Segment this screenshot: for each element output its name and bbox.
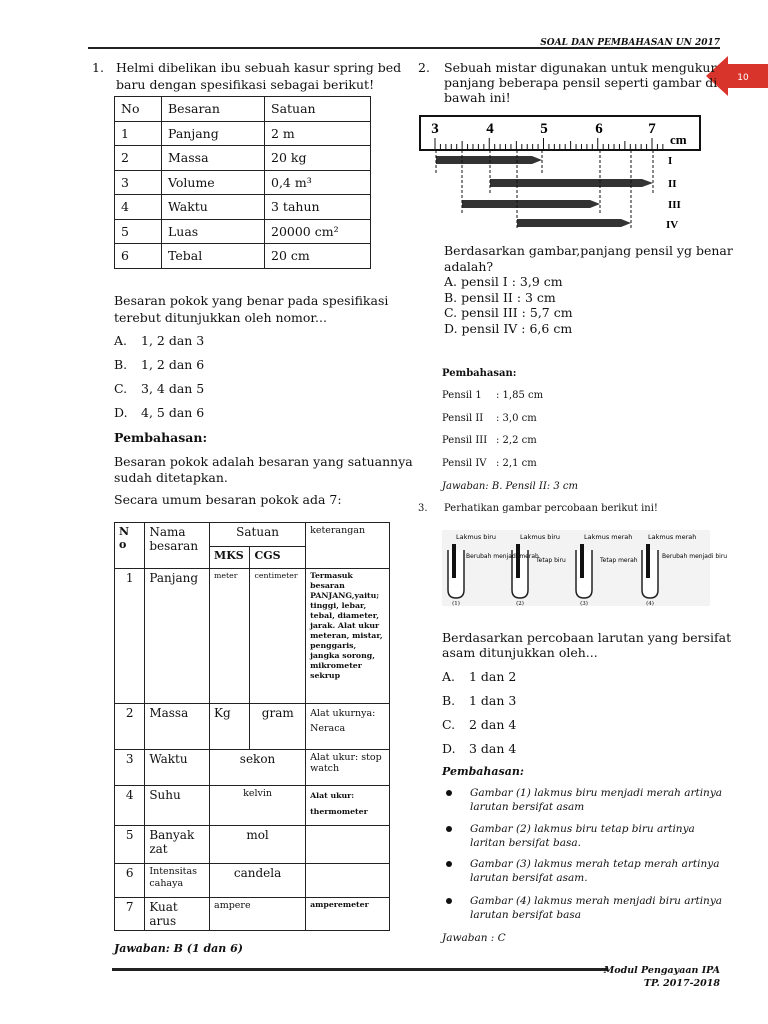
q1-expl-line1: Besaran pokok adalah besaran yang satuannya [114,454,413,469]
ruler-tick-label: 4 [486,121,494,137]
table-cell: Panjang [145,569,210,704]
table-cell: Waktu [145,750,210,786]
q3-bullet-line2: larutan bersifat basa [470,909,582,921]
table-row [115,195,371,220]
table-cell: 20000 cm² [265,219,371,244]
table-cell: 2 [115,704,145,750]
q1-prompt-line2: terebut ditunjukkan oleh nomor... [114,310,327,325]
table-row [115,898,390,931]
table-header-cell: Besaran [162,97,265,122]
q1-expl-line3: Secara umum besaran pokok ada 7: [114,492,342,507]
table-cell: Volume [162,170,265,195]
ruler-tick-label: 6 [595,121,603,137]
q2-answer-value: : 2,1 cm [496,458,537,469]
footer-text [604,964,720,990]
q3-option-text: 2 dan 4 [469,717,517,732]
table-row [115,170,371,195]
base-quantities-table [114,522,390,931]
table-row [115,864,390,898]
table-cell: Suhu [145,786,210,826]
footer-rule [112,968,608,971]
q2-prompt-line1: Berdasarkan gambar,panjang pensil yg benar [444,243,733,258]
figure-label: Lakmus biru [456,533,496,541]
table-cell: Tebal [162,244,265,269]
q3-option-text: 1 dan 3 [469,693,517,708]
q3-text: Perhatikan gambar percobaan berikut ini! [444,503,658,514]
table-header-cell: Satuan [210,523,306,547]
figure-num: (2) [516,601,524,607]
pencil-label: I [668,155,673,167]
table-cell: Panjang [162,121,265,146]
q2-answer-value: : 3,0 cm [496,413,537,424]
q3-answer: Jawaban : C [442,932,506,944]
table-cell: candela [210,864,306,898]
q2-pembahasan-label: Pembahasan: [442,368,517,379]
ruler-tick-label: 5 [540,121,548,137]
bullet-icon [446,826,452,832]
table-cell: Alat ukur: thermometer [306,786,390,826]
table-cell: Alat ukur: stop watch [306,750,390,786]
header-title: SOAL DAN PEMBAHASAN UN 2017 [540,38,720,48]
table-cell: kelvin [210,786,306,826]
q3-bullet-line2: larutan bersifat asam [470,801,585,813]
test-tube-4 [642,544,658,598]
q1-option-text: 1, 2 dan 6 [141,357,205,372]
table-cell: 2 [115,146,162,171]
q1-number: 1. [92,60,104,75]
q3-prompt-line2: asam ditunjukkan oleh... [442,645,598,660]
table-cell: 3 tahun [265,195,371,220]
ruler-tick-label: 3 [431,121,439,137]
q3-bullet-line1: Gambar (3) lakmus merah tetap merah artinya [470,858,720,870]
table-cell: 1 [115,121,162,146]
figure-note: Tetap biru [536,557,566,564]
q2-answer: Jawaban: B. Pensil II: 3 cm [442,481,578,492]
table-cell: 2 m [265,121,371,146]
table-cell: 4 [115,786,145,826]
table-header-cell: CGS [250,547,306,569]
table-cell: Massa [145,704,210,750]
table-cell: Kg [210,704,250,750]
pencil-label: IV [666,219,679,231]
table-row [115,704,390,750]
q3-number: 3. [418,503,428,514]
page-number: 10 [737,73,749,83]
table-row [115,786,390,826]
table-row [115,244,371,269]
q1-option-letter: B. [114,357,128,372]
table-cell: meter [210,569,250,704]
pencil-label: III [668,199,681,211]
table-cell: Alat ukurnya: Neraca [306,704,390,750]
q3-option-letter: D. [442,741,456,756]
q3-bullet-line1: Gambar (2) lakmus biru tetap biru artinya [470,823,695,835]
q3-bullet-line1: Gambar (1) lakmus biru menjadi merah artinya [470,787,723,799]
ruler-unit: cm [670,132,687,147]
table-cell: centimeter [250,569,306,704]
q1-answer: Jawaban: B (1 dan 6) [114,942,243,955]
q2-answer-name: Pensil III [442,435,488,446]
table-cell: Kuat arus [145,898,210,931]
table-cell: Intensitas cahaya [145,864,210,898]
q2-prompt-line2: adalah? [444,259,494,274]
q3-pembahasan-label: Pembahasan: [442,765,524,778]
table-cell: Massa [162,146,265,171]
figure-label: Lakmus merah [648,533,697,541]
q2-answer-value: : 2,2 cm [496,435,537,446]
table-cell [306,864,390,898]
q2-text-line3: bawah ini! [444,90,511,105]
q2-option: A. pensil I : 3,9 cm [444,274,563,289]
figure-label: Lakmus biru [520,533,560,541]
q2-answer-name: Pensil IV [442,458,487,469]
pencil-i [436,150,542,174]
q3-bullet-line1: Gambar (4) lakmus merah menjadi biru artinya [470,895,723,907]
q3-option-letter: A. [442,669,456,684]
table-cell: 1 [115,569,145,704]
table-cell: 6 [115,864,145,898]
bullet-icon [446,861,452,867]
q1-text-line2: baru dengan spesifikasi sebagai berikut! [116,77,375,92]
q2-answer-name: Pensil 1 [442,390,482,401]
table-row [115,569,390,704]
table-row [115,826,390,864]
table-cell: sekon [210,750,306,786]
q1-option-text: 1, 2 dan 3 [141,333,205,348]
q2-answer-value: : 1,85 cm [496,390,544,401]
table-cell: Termasuk besaran PANJANG,yaitu; tinggi, lebar, tebal, diameter, jarak. Alat ukur meteran, mistar, penggaris, jangka sorong, mikrometer sekrup [306,569,390,704]
table-cell [306,826,390,864]
table-cell: 5 [115,826,145,864]
q1-expl-line2: sudah ditetapkan. [114,470,228,485]
q3-option-letter: C. [442,717,456,732]
footer-line1: Modul Pengayaan IPA [603,965,720,976]
q2-number: 2. [418,60,430,75]
table-row [115,750,390,786]
bullet-icon [446,790,452,796]
q2-option: B. pensil II : 3 cm [444,290,556,305]
q3-option-letter: B. [442,693,456,708]
q3-option-text: 3 dan 4 [469,741,517,756]
q1-spec-table [114,96,371,269]
q1-option-letter: C. [114,381,128,396]
table-cell: ampere [210,898,306,931]
table-cell: 6 [115,244,162,269]
bullet-icon [446,898,452,904]
table-cell: Banyak zat [145,826,210,864]
table-row [115,121,371,146]
q1-option-letter: D. [114,405,128,420]
q2-text-line1: Sebuah mistar digunakan untuk mengukur [444,60,717,75]
table-row [115,219,371,244]
table-cell: 3 [115,170,162,195]
figure-note: Berubah menjadi merah [466,553,539,560]
table-cell: Waktu [162,195,265,220]
table-cell: gram [250,704,306,750]
figure-num: (4) [646,601,654,607]
table-cell: 3 [115,750,145,786]
ruler-tick-label: 7 [648,121,656,137]
table-header-cell: Satuan [265,97,371,122]
table-header-row [115,97,371,122]
figure-note: Tetap merah [600,557,638,564]
figure-num: (3) [580,601,588,607]
q1-option-text: 3, 4 dan 5 [141,381,205,396]
table-cell: 0,4 m³ [265,170,371,195]
table-cell: 4 [115,195,162,220]
q1-pembahasan-label: Pembahasan: [114,430,208,445]
table-header-row [115,523,390,547]
table-cell: amperemeter [306,898,390,931]
figure-label: Lakmus merah [584,533,633,541]
table-cell: 7 [115,898,145,931]
q3-option-text: 1 dan 2 [469,669,517,684]
table-cell: 20 cm [265,244,371,269]
q1-prompt-line1: Besaran pokok yang benar pada spesifikasi [114,293,389,308]
q2-option: D. pensil IV : 6,6 cm [444,321,573,336]
q1-option-letter: A. [114,333,128,348]
table-header-cell: Nama besaran [145,523,210,569]
q2-text-line2: panjang beberapa pensil seperti gambar di [444,75,718,90]
table-header-cell: keterangan [306,523,390,569]
table-cell: 20 kg [265,146,371,171]
figure-num: (1) [452,601,460,607]
q2-option: C. pensil III : 5,7 cm [444,305,573,320]
q1-text-line1: Helmi dibelikan ibu sebuah kasur spring bed [116,60,402,75]
q3-prompt-line1: Berdasarkan percobaan larutan yang bersifat [442,630,732,645]
table-row [115,146,371,171]
table-cell: Luas [162,219,265,244]
test-tube-1 [448,544,464,598]
table-header-cell: No [115,97,162,122]
table-cell: mol [210,826,306,864]
q3-bullet-line2: larutan bersifat asam. [470,872,588,884]
test-tube-3 [576,544,592,598]
table-header-cell: N o [115,523,145,569]
q1-option-text: 4, 5 dan 6 [141,405,205,420]
figure-note: Berubah menjadi biru [662,553,728,560]
table-cell: 5 [115,219,162,244]
q2-answer-name: Pensil II [442,413,484,424]
q3-bullet-line2: laritan bersifat basa. [470,837,581,849]
table-header-cell: MKS [210,547,250,569]
ruler-figure [418,114,708,234]
litmus-experiment-figure [442,530,728,607]
footer-line2: TP. 2017-2018 [643,978,720,989]
pencil-label: II [668,178,677,190]
